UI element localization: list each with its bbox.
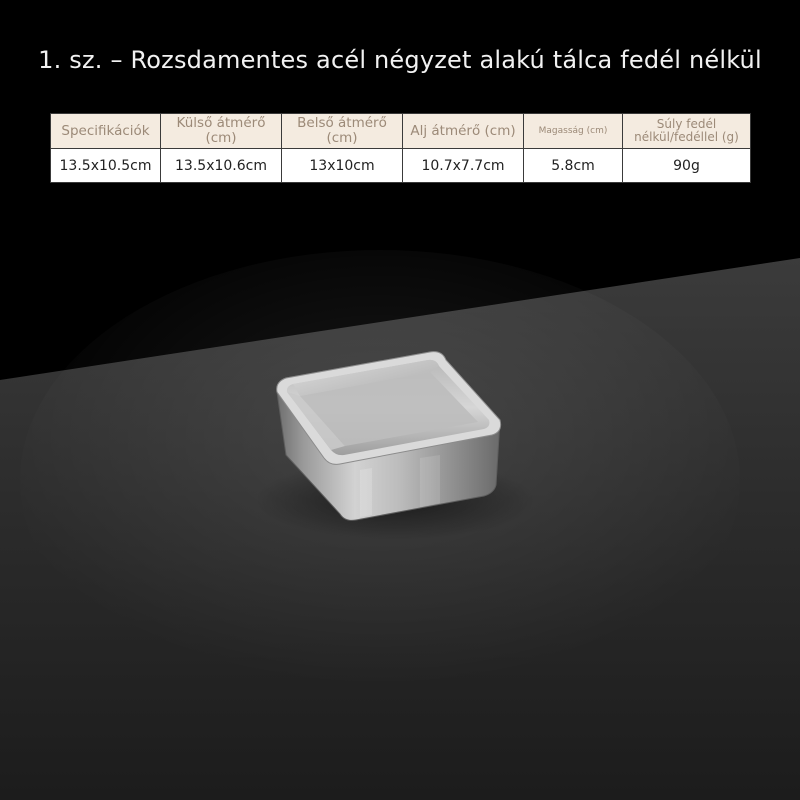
header-outer-diameter: Külső átmérő (cm) — [161, 114, 282, 149]
header-spec: Specifikációk — [51, 114, 161, 149]
value-bottom-diameter: 10.7x7.7cm — [403, 149, 524, 183]
value-weight: 90g — [623, 149, 751, 183]
product-title: 1. sz. – Rozsdamentes acél négyzet alakú tálca fedél nélkül — [38, 46, 762, 74]
value-spec: 13.5x10.5cm — [51, 149, 161, 183]
header-bottom-diameter: Alj átmérő (cm) — [403, 114, 524, 149]
value-height: 5.8cm — [524, 149, 623, 183]
header-weight: Súly fedél nélkül/fedéllel (g) — [623, 114, 751, 149]
value-inner-diameter: 13x10cm — [282, 149, 403, 183]
header-height: Magasság (cm) — [524, 114, 623, 149]
value-outer-diameter: 13.5x10.6cm — [161, 149, 282, 183]
header-inner-diameter: Belső átmérő (cm) — [282, 114, 403, 149]
